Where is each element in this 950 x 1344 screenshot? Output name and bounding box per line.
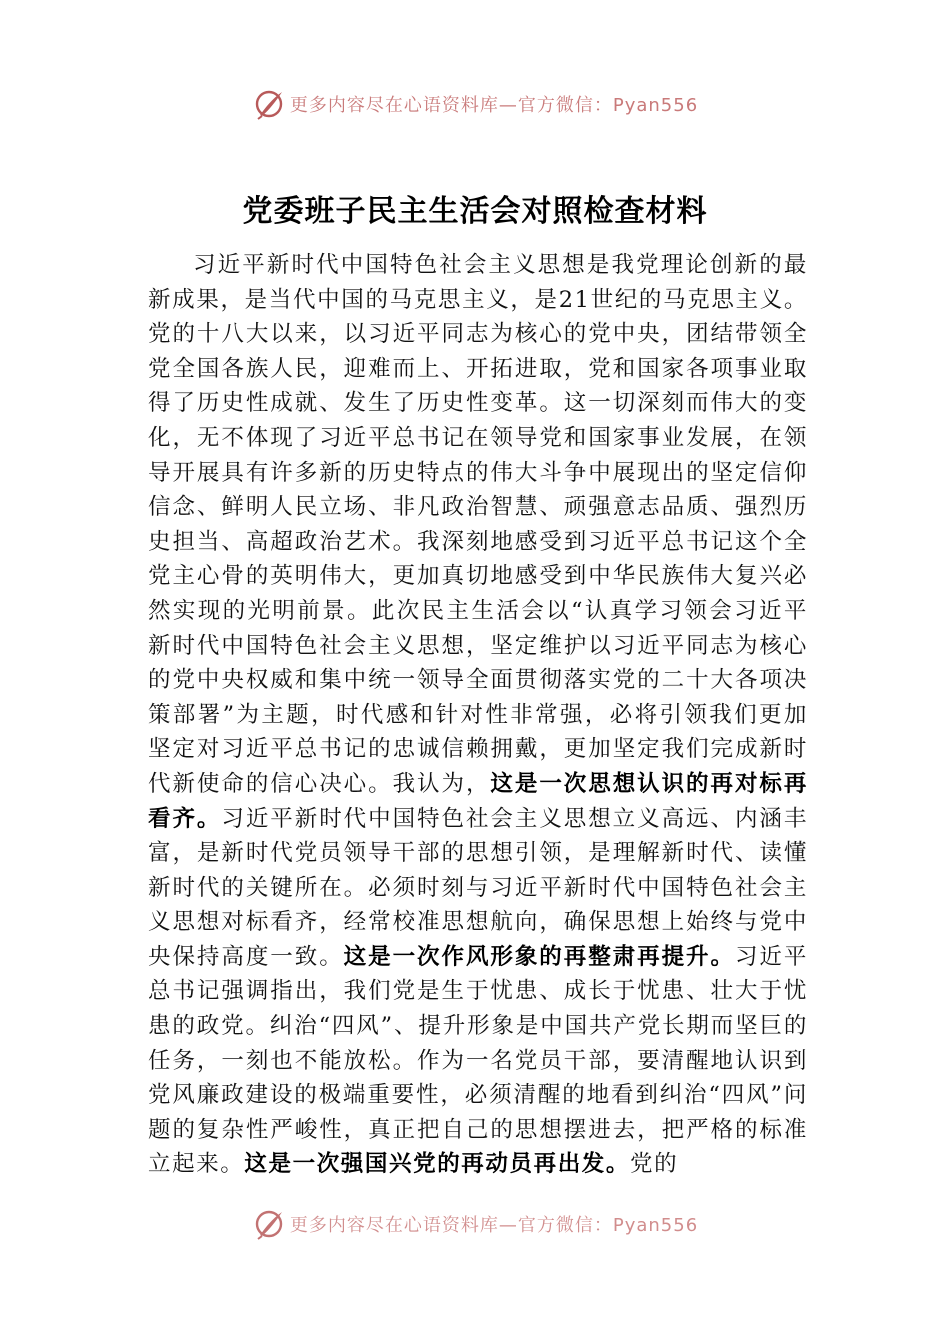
body-segment: 习近平新时代中国特色社会主义思想立义高远、内涵丰富，是新时代党员领导干部的思想引领，是理解新时代、读懂新时代的关键所在。必须时刻与习近平新时代中国特色社会主义思想对标看齐，经常校准思想航向，确保思想上始终与党中央保持高度一致。 (148, 805, 808, 970)
quill-logo-icon (252, 87, 286, 121)
bold-heading: 这是一次作风形象的再整肃再提升。 (343, 943, 735, 970)
bold-heading: 这是一次强国兴党的再动员再出发。 (244, 1151, 631, 1178)
document-title: 党委班子民主生活会对照检查材料 (242, 194, 708, 229)
watermark-footer (0, 1204, 950, 1244)
document-body (148, 248, 808, 1216)
body-segment: 习近平新时代中国特色社会主义思想是我党理论创新的最新成果，是当代中国的马克思主义，是21世纪的马克思主义。党的十八大以来，以习近平同志为核心的党中央，团结带领全党全国各族人民，迎难而上、开拓进取，党和国家各项事业取得了历史性成就、发生了历史性变革。这一切深刻而伟大的变化，无不体现了习近平总书记在领导党和国家事业发展，在领导开展具有许多新的历史特点的伟大斗争中展现出的坚定信仰信念、鲜明人民立场、非凡政治智慧、顽强意志品质、强烈历史担当、高超政治艺术。我深刻地感受到习近平总书记这个全党主心骨的英明伟大，更加真切地感受到中华民族伟大复兴必然实现的光明前景。此次民主生活会以“认真学习领会习近平新时代中国特色社会主义思想，坚定维护以习近平同志为核心的党中央权威和集中统一领导全面贯彻落实党的二十大各项决策部署”为主题，时代感和针对性非常强，必将引领我们更加坚定对习近平总书记的忠诚信赖拥戴，更加坚定我们完成新时代新使命的信心决心。我认为， (148, 252, 808, 797)
watermark-header (0, 84, 950, 124)
quill-logo-icon (252, 1207, 286, 1241)
bold-heading: 这是一次思想认识的再对标再看齐。 (148, 770, 808, 832)
watermark-text: 更多内容尽在心语资料库—官方微信：Pyan556 (289, 1215, 699, 1236)
body-segment: 党的 (630, 1151, 679, 1178)
watermark-text: 更多内容尽在心语资料库—官方微信：Pyan556 (289, 95, 699, 116)
body-segment: 习近平总书记强调指出，我们党是生于忧患、成长于忧患、壮大于忧患的政党。纠治“四风”、提升形象是中国共产党长期而坚巨的任务，一刻也不能放松。作为一名党员干部，要清醒地认识到党风廉政建设的极端重要性，必须清醒的地看到纠治“四风”问题的复杂性严峻性，真正把自己的思想摆进去，把严格的标准立起来。 (148, 943, 808, 1178)
